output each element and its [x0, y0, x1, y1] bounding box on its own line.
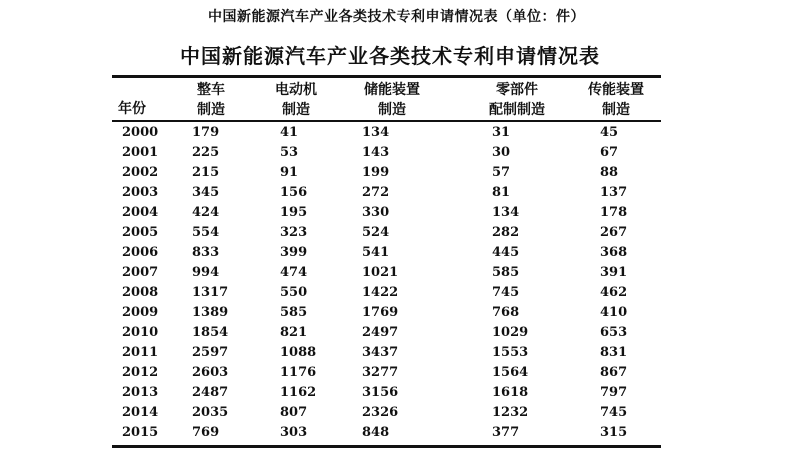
cell-storage: 1769: [362, 305, 399, 320]
cell-storage: 1021: [362, 265, 399, 280]
cell-transmission: 391: [600, 265, 628, 280]
cell-vehicle: 179: [192, 125, 220, 140]
cell-vehicle: 2597: [192, 345, 229, 360]
cell-transmission: 178: [600, 205, 628, 220]
cell-parts: 1618: [492, 385, 529, 400]
cell-parts: 1029: [492, 325, 529, 340]
cell-motor: 1176: [280, 365, 317, 380]
cell-transmission: 67: [600, 145, 619, 160]
cell-parts: 30: [492, 145, 511, 160]
header-vehicle-line2: 制造: [197, 102, 225, 118]
header-parts-line1: 零部件: [496, 82, 538, 98]
cell-storage: 848: [362, 425, 390, 440]
cell-year: 2013: [122, 385, 159, 400]
table-row: [112, 223, 661, 243]
cell-motor: 550: [280, 285, 308, 300]
cell-motor: 53: [280, 145, 299, 160]
cell-storage: 2497: [362, 325, 399, 340]
cell-parts: 768: [492, 305, 520, 320]
table-row: [112, 303, 661, 323]
cell-parts: 585: [492, 265, 520, 280]
cell-parts: 31: [492, 125, 511, 140]
cell-storage: 272: [362, 185, 390, 200]
table-body: [112, 123, 661, 443]
table-row: [112, 383, 661, 403]
cell-transmission: 831: [600, 345, 628, 360]
cell-parts: 1564: [492, 365, 529, 380]
cell-motor: 807: [280, 405, 308, 420]
cell-vehicle: 994: [192, 265, 220, 280]
cell-parts: 1232: [492, 405, 529, 420]
image-caption: 中国新能源汽车产业各类技术专利申请情况表（单位：件）: [208, 9, 585, 25]
cell-motor: 474: [280, 265, 308, 280]
cell-year: 2006: [122, 245, 159, 260]
table-header-rule: [112, 120, 661, 122]
table-row: [112, 163, 661, 183]
cell-motor: 303: [280, 425, 308, 440]
cell-transmission: 368: [600, 245, 628, 260]
header-vehicle-manufacturing: [186, 80, 236, 120]
cell-vehicle: 1854: [192, 325, 229, 340]
cell-transmission: 462: [600, 285, 628, 300]
table-row: [112, 183, 661, 203]
table-row: [112, 243, 661, 263]
header-motor-line2: 制造: [282, 102, 310, 118]
cell-vehicle: 424: [192, 205, 220, 220]
cell-vehicle: 769: [192, 425, 220, 440]
cell-storage: 524: [362, 225, 390, 240]
cell-storage: 3437: [362, 345, 399, 360]
table-row: [112, 263, 661, 283]
cell-vehicle: 2487: [192, 385, 229, 400]
cell-year: 2012: [122, 365, 159, 380]
cell-motor: 821: [280, 325, 308, 340]
table-row: [112, 363, 661, 383]
cell-year: 2000: [122, 125, 159, 140]
cell-transmission: 88: [600, 165, 619, 180]
header-parts-manufacturing: [478, 80, 556, 120]
table-row: [112, 403, 661, 423]
header-motor-manufacturing: [266, 80, 326, 120]
cell-parts: 377: [492, 425, 520, 440]
cell-storage: 143: [362, 145, 390, 160]
table-row: [112, 423, 661, 443]
table-row: [112, 143, 661, 163]
cell-transmission: 137: [600, 185, 628, 200]
cell-year: 2001: [122, 145, 159, 160]
cell-transmission: 867: [600, 365, 628, 380]
cell-year: 2008: [122, 285, 159, 300]
cell-motor: 41: [280, 125, 299, 140]
cell-parts: 1553: [492, 345, 529, 360]
table-row: [112, 203, 661, 223]
cell-storage: 1422: [362, 285, 399, 300]
cell-storage: 2326: [362, 405, 399, 420]
header-vehicle-line1: 整车: [197, 82, 225, 98]
cell-parts: 57: [492, 165, 511, 180]
cell-transmission: 267: [600, 225, 628, 240]
cell-motor: 323: [280, 225, 308, 240]
cell-motor: 195: [280, 205, 308, 220]
cell-year: 2004: [122, 205, 159, 220]
cell-parts: 134: [492, 205, 520, 220]
cell-motor: 585: [280, 305, 308, 320]
cell-vehicle: 345: [192, 185, 220, 200]
cell-vehicle: 225: [192, 145, 220, 160]
header-storage-line2: 制造: [378, 102, 406, 118]
cell-parts: 282: [492, 225, 520, 240]
cell-storage: 3277: [362, 365, 399, 380]
cell-parts: 745: [492, 285, 520, 300]
table-row: [112, 343, 661, 363]
table-row: [112, 323, 661, 343]
header-year: 年份: [118, 101, 146, 117]
cell-motor: 1162: [280, 385, 317, 400]
cell-parts: 445: [492, 245, 520, 260]
table-title: 中国新能源汽车产业各类技术专利申请情况表: [180, 44, 600, 68]
header-transmission-line2: 制造: [602, 102, 630, 118]
cell-vehicle: 2035: [192, 405, 229, 420]
cell-transmission: 315: [600, 425, 628, 440]
cell-storage: 330: [362, 205, 390, 220]
cell-vehicle: 2603: [192, 365, 229, 380]
header-transmission-manufacturing: [580, 80, 652, 120]
cell-motor: 1088: [280, 345, 317, 360]
cell-year: 2011: [122, 345, 159, 360]
header-storage-manufacturing: [356, 80, 428, 120]
table-row: [112, 123, 661, 143]
cell-vehicle: 1317: [192, 285, 229, 300]
cell-vehicle: 215: [192, 165, 220, 180]
cell-year: 2003: [122, 185, 159, 200]
cell-year: 2010: [122, 325, 159, 340]
cell-motor: 91: [280, 165, 299, 180]
table-row: [112, 283, 661, 303]
header-storage-line1: 储能装置: [364, 82, 420, 98]
header-transmission-line1: 传能装置: [588, 82, 644, 98]
cell-transmission: 797: [600, 385, 628, 400]
cell-year: 2009: [122, 305, 159, 320]
cell-storage: 199: [362, 165, 390, 180]
cell-transmission: 653: [600, 325, 628, 340]
cell-parts: 81: [492, 185, 511, 200]
cell-transmission: 45: [600, 125, 619, 140]
table-bottom-rule: [112, 445, 661, 448]
cell-storage: 134: [362, 125, 390, 140]
cell-year: 2014: [122, 405, 159, 420]
cell-storage: 541: [362, 245, 390, 260]
cell-year: 2007: [122, 265, 159, 280]
cell-year: 2002: [122, 165, 159, 180]
header-motor-line1: 电动机: [275, 82, 317, 98]
cell-vehicle: 1389: [192, 305, 229, 320]
cell-year: 2015: [122, 425, 159, 440]
header-parts-line2: 配制制造: [489, 102, 545, 118]
table-top-rule: [112, 75, 661, 78]
cell-motor: 399: [280, 245, 308, 260]
cell-transmission: 745: [600, 405, 628, 420]
cell-transmission: 410: [600, 305, 628, 320]
cell-year: 2005: [122, 225, 159, 240]
cell-storage: 3156: [362, 385, 399, 400]
cell-vehicle: 833: [192, 245, 220, 260]
cell-vehicle: 554: [192, 225, 220, 240]
cell-motor: 156: [280, 185, 308, 200]
